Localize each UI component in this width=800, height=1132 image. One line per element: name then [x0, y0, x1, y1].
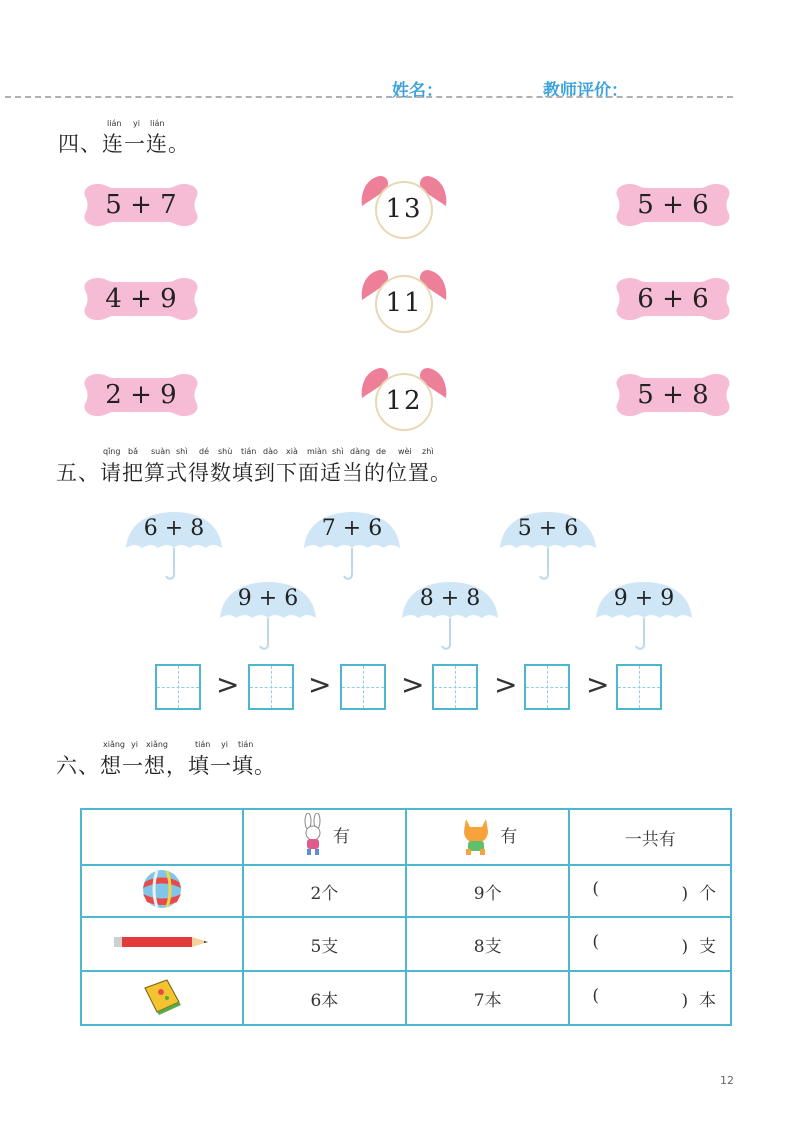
name-label: 姓名：	[392, 81, 443, 101]
cat-icon	[458, 813, 494, 862]
unit: 个	[699, 883, 716, 904]
umbrella-card	[124, 510, 224, 584]
rabbit-icon	[299, 813, 327, 862]
alarm-clock-card[interactable]	[358, 170, 450, 240]
umbrella-expression: 9 + 9	[613, 586, 675, 611]
pinyin: suàn	[151, 447, 171, 456]
greater-than-sign: >	[308, 668, 332, 701]
expression: 6 + 6	[637, 284, 709, 314]
alarm-clock-card[interactable]	[358, 264, 450, 334]
pinyin: shì	[332, 447, 344, 456]
umbrella-card	[498, 510, 598, 584]
bone-card[interactable]	[612, 368, 734, 422]
has-label: 有	[332, 826, 350, 847]
clock-number: 13	[385, 194, 423, 224]
greater-than-sign: >	[494, 668, 518, 701]
close-paren: )	[681, 883, 689, 904]
unit: 本	[699, 990, 716, 1011]
pinyin: zhì	[422, 447, 434, 456]
empty-header-cell	[81, 809, 243, 865]
umbrella-card	[400, 580, 500, 654]
item-icon-cell	[81, 917, 243, 971]
answer-box[interactable]	[524, 664, 570, 710]
pinyin: tián	[241, 447, 257, 456]
alarm-clock-card[interactable]	[358, 362, 450, 432]
expression: 2 + 9	[105, 380, 177, 410]
clock-number: 12	[385, 386, 423, 416]
pinyin: bǎ	[128, 447, 138, 456]
expression: 5 + 8	[637, 380, 709, 410]
cat-has-header	[406, 809, 569, 865]
pinyin: de	[376, 447, 386, 456]
pinyin: shì	[176, 447, 188, 456]
pinyin: wèi	[398, 447, 412, 456]
pinyin: tián	[238, 740, 254, 749]
open-paren: (	[592, 931, 600, 952]
answer-box[interactable]	[155, 664, 201, 710]
unit: 支	[699, 936, 716, 957]
answer-box[interactable]	[340, 664, 386, 710]
bone-card[interactable]	[80, 368, 202, 422]
umbrella-card	[218, 580, 318, 654]
ball-icon	[141, 895, 183, 915]
answer-box[interactable]	[432, 664, 478, 710]
item-icon-cell	[81, 865, 243, 917]
rabbit-has-header	[243, 809, 406, 865]
pinyin: qǐng	[103, 447, 121, 456]
pinyin: yi	[133, 119, 140, 128]
cat-count: 8支	[406, 917, 569, 971]
item-icon-cell	[81, 971, 243, 1025]
pinyin: miàn	[307, 447, 327, 456]
pinyin: dé	[199, 447, 209, 456]
total-answer-cell[interactable]	[569, 917, 731, 971]
pinyin: xiǎng	[146, 740, 169, 749]
section-5-title: 五、请把算式得数填到下面适当的位置。	[56, 461, 452, 485]
rabbit-count: 2个	[243, 865, 406, 917]
pinyin: lián	[150, 119, 165, 128]
pinyin: xiǎng	[103, 740, 126, 749]
greater-than-sign: >	[586, 668, 610, 701]
close-paren: )	[681, 936, 689, 957]
pinyin: shù	[218, 447, 233, 456]
clock-number: 11	[385, 288, 423, 318]
close-paren: )	[681, 990, 689, 1011]
umbrella-expression: 8 + 8	[419, 586, 481, 611]
umbrella-expression: 5 + 6	[517, 516, 579, 541]
bone-card[interactable]	[80, 272, 202, 326]
pinyin: tián	[195, 740, 211, 749]
fill-in-table	[80, 808, 732, 1026]
answer-box[interactable]	[616, 664, 662, 710]
has-label: 有	[500, 826, 518, 847]
pinyin: lián	[107, 119, 122, 128]
pinyin: dào	[263, 447, 278, 456]
bone-card[interactable]	[80, 178, 202, 232]
umbrella-expression: 6 + 8	[143, 516, 205, 541]
umbrella-card	[594, 580, 694, 654]
open-paren: (	[592, 878, 600, 899]
rabbit-count: 6本	[243, 971, 406, 1025]
page-number: 12	[720, 1074, 734, 1087]
pinyin: yi	[221, 740, 228, 749]
bone-card[interactable]	[612, 178, 734, 232]
umbrella-expression: 9 + 6	[237, 586, 299, 611]
book-icon	[141, 1001, 183, 1021]
header-divider	[5, 96, 733, 98]
expression: 5 + 7	[105, 190, 177, 220]
teacher-evaluation-label: 教师评价：	[543, 81, 628, 101]
pinyin: xià	[286, 447, 298, 456]
pencil-icon	[112, 936, 212, 956]
rabbit-count: 5支	[243, 917, 406, 971]
answer-box[interactable]	[248, 664, 294, 710]
greater-than-sign: >	[401, 668, 425, 701]
section-4-title: 四、连一连。	[58, 132, 190, 156]
expression: 4 + 9	[105, 284, 177, 314]
bone-card[interactable]	[612, 272, 734, 326]
section-6-title: 六、想一想，填一填。	[56, 754, 276, 778]
pinyin: yi	[131, 740, 138, 749]
greater-than-sign: >	[216, 668, 240, 701]
cat-count: 9个	[406, 865, 569, 917]
umbrella-card	[302, 510, 402, 584]
expression: 5 + 6	[637, 190, 709, 220]
total-answer-cell[interactable]	[569, 971, 731, 1025]
open-paren: (	[592, 985, 600, 1006]
cat-count: 7本	[406, 971, 569, 1025]
umbrella-expression: 7 + 6	[321, 516, 383, 541]
total-header: 一共有	[569, 809, 731, 865]
total-answer-cell[interactable]	[569, 865, 731, 917]
pinyin: dàng	[350, 447, 371, 456]
